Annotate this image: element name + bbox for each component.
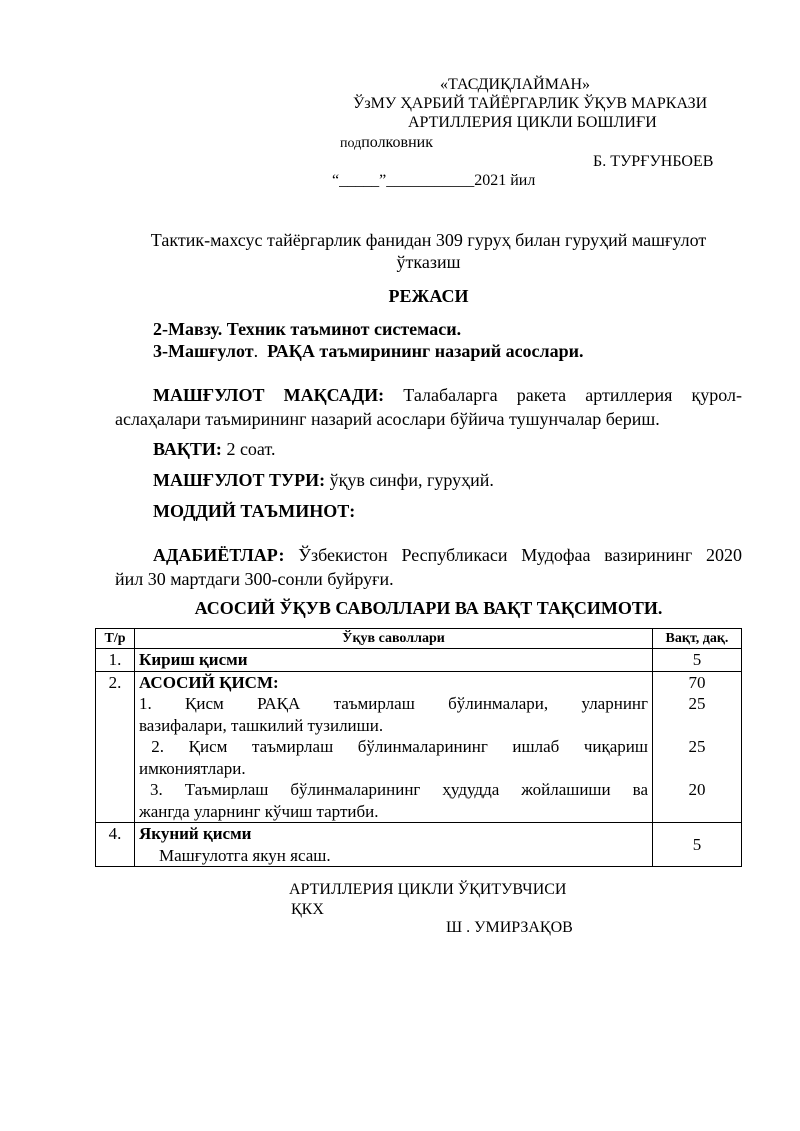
row4-content bbox=[135, 823, 653, 867]
row4-num: 4. bbox=[96, 823, 135, 867]
table-row bbox=[96, 671, 742, 823]
row2-q3-time: 20 bbox=[688, 780, 706, 799]
lesson-text: РАҚА таъмирининг назарий асослари. bbox=[258, 341, 584, 361]
row2-q1-line1: 1. Қисм РАҚА таъмирлаш бўлинмалари, уларнинг bbox=[139, 694, 648, 713]
type-line bbox=[153, 470, 494, 491]
literature-line1 bbox=[115, 543, 742, 567]
approval-org-line2: АРТИЛЛЕРИЯ ЦИКЛИ БОШЛИҒИ bbox=[408, 114, 657, 131]
goal-text1: Талабаларга ракета артиллерия қурол- bbox=[384, 385, 742, 405]
row2-times bbox=[653, 671, 742, 823]
material-label: МОДДИЙ ТАЪМИНОТ: bbox=[153, 501, 356, 521]
time-label: ВАҚТИ: bbox=[153, 439, 222, 459]
row2-q1-time: 25 bbox=[688, 694, 706, 713]
row2-q3-line2: жангда уларнинг кўчиш тартиби. bbox=[139, 801, 379, 821]
header-num: Т/р bbox=[96, 629, 135, 649]
time-value: 2 соат. bbox=[221, 439, 276, 459]
row4-time: 5 bbox=[653, 823, 742, 867]
row1-num: 1. bbox=[96, 649, 135, 672]
signature-line2: ҚКХ bbox=[291, 901, 324, 918]
type-value: ўқув синфи, гуруҳий. bbox=[325, 470, 494, 490]
row2-num: 2. bbox=[96, 671, 135, 823]
row2-time: 70 bbox=[688, 672, 706, 692]
row2-q3-line1: 3. Таъмирлаш бўлинмаларининг ҳудудда жойлашиши ва bbox=[139, 780, 648, 799]
row2-q1-line2: вазифалари, ташкилий тузилиши. bbox=[139, 715, 384, 735]
goal-paragraph bbox=[115, 383, 742, 431]
lesson-label: 3-Машғулот bbox=[153, 341, 254, 361]
row2-q2-time: 25 bbox=[688, 737, 706, 756]
row2-q2-line1: 2. Қисм таъмирлаш бўлинмаларининг ишлаб чиқариш bbox=[139, 737, 648, 756]
row2-q2-line2: имкониятлари. bbox=[139, 758, 246, 778]
goal-label: МАШҒУЛОТ МАҚСАДИ: bbox=[153, 385, 385, 405]
table-row bbox=[96, 649, 742, 672]
literature-label: АДАБИЁТЛАР: bbox=[153, 545, 285, 565]
table-row bbox=[96, 823, 742, 867]
approval-rank-prefix: под bbox=[340, 136, 362, 151]
approval-date: “_____”___________2021 йил bbox=[332, 172, 536, 189]
doc-topic: 2-Мавзу. Техник таъминот системаси. bbox=[153, 319, 462, 339]
lesson-dot: . bbox=[253, 341, 259, 361]
header-time: Вақт, дақ. bbox=[653, 629, 742, 649]
doc-heading-line2: ўтказиш bbox=[396, 252, 461, 272]
literature-text2: йил 30 мартдаги 300-сонли буйруғи. bbox=[115, 569, 394, 589]
row4-text: Машғулотга якун ясаш. bbox=[159, 845, 331, 865]
row2-content bbox=[135, 671, 653, 823]
approval-name: Б. ТУРҒУНБОЕВ bbox=[593, 153, 714, 170]
header-questions: Ўқув саволлари bbox=[135, 629, 653, 649]
type-label: МАШҒУЛОТ ТУРИ: bbox=[153, 470, 326, 490]
row4-title: Якуний қисми bbox=[139, 824, 252, 843]
table-title: АСОСИЙ ЎҚУВ САВОЛЛАРИ ВА ВАҚТ ТАҚСИМОТИ. bbox=[194, 598, 663, 618]
signature-line1: АРТИЛЛЕРИЯ ЦИКЛИ ЎҚИТУВЧИСИ bbox=[289, 881, 567, 898]
time-line bbox=[153, 439, 275, 460]
approval-rank bbox=[340, 134, 433, 152]
table-header-row bbox=[96, 629, 742, 649]
row2-title: АСОСИЙ ҚИСМ: bbox=[139, 672, 279, 692]
doc-lesson bbox=[153, 341, 584, 362]
literature-paragraph bbox=[115, 543, 742, 591]
row1-time: 5 bbox=[653, 649, 742, 672]
doc-title: РЕЖАСИ bbox=[388, 286, 469, 306]
doc-heading-line1: Тактик-махсус тайёргарлик фанидан 309 гуруҳ билан гуруҳий машғулот bbox=[150, 230, 707, 250]
goal-text2: аслаҳалари таъмирининг назарий асослари бўйича тушунчалар бериш. bbox=[115, 409, 660, 429]
row1-title: Кириш қисми bbox=[135, 649, 653, 672]
literature-text1: Ўзбекистон Республикаси Мудофаа вазирининг 2020 bbox=[284, 545, 742, 565]
approval-title: «ТАСДИҚЛАЙМАН» bbox=[440, 76, 591, 93]
goal-line1 bbox=[115, 383, 742, 407]
approval-rank-word: полковник bbox=[361, 134, 433, 151]
approval-org-line1: ЎзМУ ҲАРБИЙ ТАЙЁРГАРЛИК ЎҚУВ МАРКАЗИ bbox=[353, 95, 708, 112]
plan-table bbox=[95, 628, 742, 867]
signature-name: Ш . УМИРЗАҚОВ bbox=[446, 919, 573, 936]
